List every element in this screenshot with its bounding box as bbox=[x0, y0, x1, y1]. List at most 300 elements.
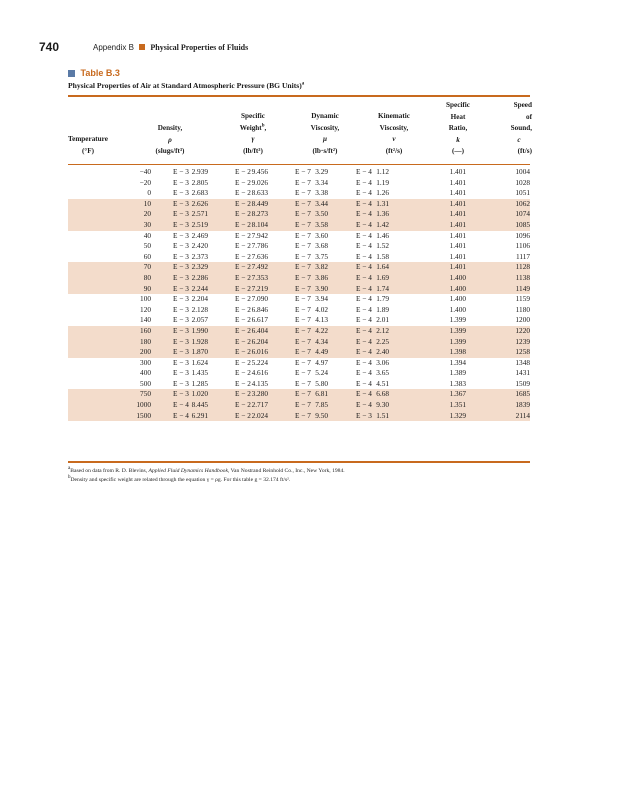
page-number: 740 bbox=[39, 40, 60, 54]
cell-density-mantissa: 2.805 bbox=[191, 177, 208, 187]
cell-density-mantissa: 1.990 bbox=[191, 325, 208, 335]
table-row bbox=[68, 389, 530, 400]
cell-specific-heat-ratio: 1.401 bbox=[449, 262, 466, 272]
cell-density-mantissa: 2.469 bbox=[191, 230, 208, 240]
cell-temperature: 750 bbox=[140, 389, 151, 399]
cell-temperature: 0 bbox=[147, 188, 151, 198]
cell-kinematic-viscosity-mantissa: 2.12 bbox=[376, 325, 389, 335]
cell-density-exponent: E − 3 bbox=[173, 177, 189, 187]
cell-kinematic-viscosity-mantissa: 2.01 bbox=[376, 315, 389, 325]
cell-specific-heat-ratio: 1.394 bbox=[449, 357, 466, 367]
cell-dynamic-viscosity-mantissa: 5.24 bbox=[315, 368, 328, 378]
header-specific-heat-ratio-unit: (—) bbox=[452, 147, 464, 155]
header-speed-of-sound-unit: (ft/s) bbox=[517, 147, 532, 155]
cell-speed-of-sound: 2114 bbox=[515, 410, 530, 420]
cell-density-mantissa: 1.285 bbox=[191, 378, 208, 388]
cell-temperature: 1000 bbox=[136, 400, 151, 410]
header-temperature bbox=[68, 134, 108, 157]
cell-density-mantissa: 1.435 bbox=[191, 368, 208, 378]
cell-density-mantissa: 1.870 bbox=[191, 347, 208, 357]
cell-speed-of-sound: 1258 bbox=[515, 347, 530, 357]
cell-density-mantissa: 1.020 bbox=[191, 389, 208, 399]
cell-speed-of-sound: 1839 bbox=[515, 400, 530, 410]
cell-kinematic-viscosity-exponent: E − 4 bbox=[356, 389, 372, 399]
cell-dynamic-viscosity-mantissa: 4.02 bbox=[315, 304, 328, 314]
cell-kinematic-viscosity-mantissa: 2.40 bbox=[376, 347, 389, 357]
cell-dynamic-viscosity-exponent: E − 7 bbox=[295, 400, 311, 410]
cell-temperature: 30 bbox=[143, 219, 151, 229]
table-title-footnote-mark: a bbox=[301, 81, 305, 87]
cell-dynamic-viscosity-exponent: E − 7 bbox=[295, 315, 311, 325]
cell-dynamic-viscosity-mantissa: 3.82 bbox=[315, 262, 328, 272]
cell-kinematic-viscosity-exponent: E − 4 bbox=[356, 272, 372, 282]
cell-specific-weight-mantissa: 9.456 bbox=[251, 167, 268, 176]
table-row bbox=[68, 231, 530, 242]
cell-specific-heat-ratio: 1.399 bbox=[449, 325, 466, 335]
cell-temperature: 100 bbox=[140, 294, 151, 304]
cell-kinematic-viscosity-mantissa: 4.51 bbox=[376, 378, 389, 388]
cell-density-exponent: E − 3 bbox=[173, 251, 189, 261]
cell-dynamic-viscosity-mantissa: 3.29 bbox=[315, 167, 328, 176]
cell-specific-heat-ratio: 1.401 bbox=[449, 241, 466, 251]
cell-density-mantissa: 2.683 bbox=[191, 188, 208, 198]
cell-kinematic-viscosity-exponent: E − 4 bbox=[356, 400, 372, 410]
cell-dynamic-viscosity-mantissa: 3.34 bbox=[315, 177, 328, 187]
cell-dynamic-viscosity-exponent: E − 7 bbox=[295, 262, 311, 272]
cell-density-mantissa: 2.519 bbox=[191, 219, 208, 229]
table-row bbox=[68, 262, 530, 273]
cell-dynamic-viscosity-mantissa: 3.58 bbox=[315, 219, 328, 229]
cell-kinematic-viscosity-exponent: E − 4 bbox=[356, 198, 372, 208]
table-row bbox=[68, 379, 530, 390]
table-title-text: Physical Properties of Air at Standard Atmospheric Pressure (BG Units) bbox=[68, 81, 302, 90]
cell-kinematic-viscosity-exponent: E − 4 bbox=[356, 336, 372, 346]
cell-specific-heat-ratio: 1.400 bbox=[449, 294, 466, 304]
footnote-b-text: Density and specific weight are related through the equation γ = ρg. For this table g = 32.174 ft/s². bbox=[70, 477, 291, 483]
cell-speed-of-sound: 1509 bbox=[515, 378, 530, 388]
table-row bbox=[68, 305, 530, 316]
cell-density-mantissa: 8.445 bbox=[191, 400, 208, 410]
cell-dynamic-viscosity-exponent: E − 7 bbox=[295, 347, 311, 357]
cell-kinematic-viscosity-mantissa: 1.52 bbox=[376, 241, 389, 251]
cell-speed-of-sound: 1180 bbox=[515, 304, 530, 314]
cell-dynamic-viscosity-exponent: E − 7 bbox=[295, 325, 311, 335]
cell-kinematic-viscosity-exponent: E − 4 bbox=[356, 209, 372, 219]
header-dynamic-viscosity-symbol: μ bbox=[323, 135, 327, 143]
cell-specific-weight-mantissa: 8.449 bbox=[251, 198, 268, 208]
cell-kinematic-viscosity-exponent: E − 4 bbox=[356, 251, 372, 261]
cell-speed-of-sound: 1051 bbox=[515, 188, 530, 198]
cell-temperature: 500 bbox=[140, 378, 151, 388]
cell-specific-weight-exponent: E − 2 bbox=[235, 389, 251, 399]
cell-kinematic-viscosity-mantissa: 1.42 bbox=[376, 219, 389, 229]
cell-kinematic-viscosity-exponent: E − 3 bbox=[356, 410, 372, 420]
cell-speed-of-sound: 1348 bbox=[515, 357, 530, 367]
cell-kinematic-viscosity-mantissa: 6.68 bbox=[376, 389, 389, 399]
cell-specific-weight-mantissa: 7.786 bbox=[251, 241, 268, 251]
header-kinematic-viscosity bbox=[364, 111, 424, 157]
cell-kinematic-viscosity-mantissa: 1.46 bbox=[376, 230, 389, 240]
cell-specific-weight-exponent: E − 2 bbox=[235, 262, 251, 272]
cell-temperature: −20 bbox=[139, 177, 151, 187]
header-speed-of-sound-name1: Speed bbox=[513, 101, 532, 109]
cell-specific-weight-exponent: E − 2 bbox=[235, 378, 251, 388]
header-speed-of-sound-name2: of bbox=[526, 112, 532, 121]
cell-specific-weight-mantissa: 7.942 bbox=[251, 230, 268, 240]
cell-density-mantissa: 2.373 bbox=[191, 251, 208, 261]
cell-kinematic-viscosity-exponent: E − 4 bbox=[356, 347, 372, 357]
cell-density-mantissa: 2.939 bbox=[191, 167, 208, 176]
cell-specific-heat-ratio: 1.389 bbox=[449, 368, 466, 378]
cell-dynamic-viscosity-exponent: E − 7 bbox=[295, 357, 311, 367]
cell-specific-heat-ratio: 1.401 bbox=[449, 209, 466, 219]
cell-density-mantissa: 2.057 bbox=[191, 315, 208, 325]
cell-density-mantissa: 2.626 bbox=[191, 198, 208, 208]
cell-speed-of-sound: 1028 bbox=[515, 177, 530, 187]
header-specific-heat-ratio bbox=[436, 100, 480, 158]
cell-dynamic-viscosity-mantissa: 4.34 bbox=[315, 336, 328, 346]
cell-specific-weight-exponent: E − 2 bbox=[235, 209, 251, 219]
cell-specific-weight-exponent: E − 2 bbox=[235, 368, 251, 378]
cell-kinematic-viscosity-mantissa: 1.36 bbox=[376, 209, 389, 219]
cell-specific-weight-mantissa: 7.636 bbox=[251, 251, 268, 261]
cell-dynamic-viscosity-mantissa: 6.81 bbox=[315, 389, 328, 399]
cell-kinematic-viscosity-exponent: E − 4 bbox=[356, 262, 372, 272]
cell-specific-weight-exponent: E − 2 bbox=[235, 283, 251, 293]
table-body bbox=[68, 167, 530, 421]
header-density-symbol: ρ bbox=[168, 135, 172, 144]
cell-density-exponent: E − 3 bbox=[173, 230, 189, 240]
header-specific-heat-ratio-symbol: k bbox=[456, 135, 460, 144]
cell-dynamic-viscosity-exponent: E − 7 bbox=[295, 378, 311, 388]
header-specific-weight-symbol: γ bbox=[251, 135, 255, 143]
cell-kinematic-viscosity-mantissa: 2.25 bbox=[376, 336, 389, 346]
table-row bbox=[68, 315, 530, 326]
cell-density-exponent: E − 3 bbox=[173, 241, 189, 251]
cell-kinematic-viscosity-exponent: E − 4 bbox=[356, 241, 372, 251]
cell-specific-weight-mantissa: 6.016 bbox=[251, 347, 268, 357]
cell-density-exponent: E − 3 bbox=[173, 272, 189, 282]
cell-specific-weight-exponent: E − 2 bbox=[235, 304, 251, 314]
cell-density-exponent: E − 3 bbox=[173, 188, 189, 198]
cell-density-exponent: E − 3 bbox=[173, 368, 189, 378]
cell-density-mantissa: 2.128 bbox=[191, 304, 208, 314]
cell-speed-of-sound: 1159 bbox=[515, 294, 530, 304]
table-row bbox=[68, 358, 530, 369]
cell-specific-weight-exponent: E − 2 bbox=[235, 230, 251, 240]
header-kinematic-viscosity-name1: Kinematic bbox=[378, 112, 410, 120]
cell-kinematic-viscosity-exponent: E − 4 bbox=[356, 325, 372, 335]
cell-kinematic-viscosity-exponent: E − 4 bbox=[356, 283, 372, 293]
cell-kinematic-viscosity-exponent: E − 4 bbox=[356, 167, 372, 176]
cell-specific-heat-ratio: 1.383 bbox=[449, 378, 466, 388]
cell-specific-weight-exponent: E − 2 bbox=[235, 219, 251, 229]
header-specific-heat-ratio-name3: Ratio, bbox=[448, 124, 468, 132]
table-label-square-icon bbox=[68, 70, 75, 77]
footnote-a-book-title: Applied Fluid Dynamics Handbook bbox=[148, 468, 228, 474]
cell-dynamic-viscosity-exponent: E − 7 bbox=[295, 209, 311, 219]
header-specific-weight bbox=[223, 111, 283, 157]
cell-temperature: 80 bbox=[143, 272, 151, 282]
cell-temperature: 70 bbox=[143, 262, 151, 272]
header-specific-heat-ratio-name2: Heat bbox=[450, 112, 466, 121]
cell-density-exponent: E − 4 bbox=[173, 400, 189, 410]
header-dynamic-viscosity-unit: (lb·s/ft²) bbox=[312, 146, 338, 155]
cell-dynamic-viscosity-mantissa: 7.85 bbox=[315, 400, 328, 410]
header-specific-weight-name1: Specific bbox=[241, 112, 265, 120]
cell-specific-weight-mantissa: 7.219 bbox=[251, 283, 268, 293]
cell-specific-heat-ratio: 1.400 bbox=[449, 304, 466, 314]
cell-specific-weight-mantissa: 4.135 bbox=[251, 378, 268, 388]
cell-dynamic-viscosity-mantissa: 3.38 bbox=[315, 188, 328, 198]
cell-density-exponent: E − 3 bbox=[173, 336, 189, 346]
header-specific-weight-unit: (lb/ft³) bbox=[243, 146, 263, 155]
cell-temperature: 90 bbox=[143, 283, 151, 293]
header-speed-of-sound-symbol: c bbox=[517, 135, 521, 144]
cell-dynamic-viscosity-exponent: E − 7 bbox=[295, 241, 311, 251]
cell-speed-of-sound: 1062 bbox=[515, 198, 530, 208]
header-kinematic-viscosity-symbol: ν bbox=[392, 135, 396, 143]
running-head bbox=[93, 43, 248, 52]
cell-dynamic-viscosity-mantissa: 3.50 bbox=[315, 209, 328, 219]
cell-specific-weight-exponent: E − 2 bbox=[235, 410, 251, 420]
running-head-title: Physical Properties of Fluids bbox=[150, 43, 249, 52]
table-top-rule bbox=[68, 95, 530, 97]
table-bottom-rule bbox=[68, 461, 530, 463]
cell-kinematic-viscosity-mantissa: 3.65 bbox=[376, 368, 389, 378]
cell-dynamic-viscosity-exponent: E − 7 bbox=[295, 389, 311, 399]
cell-specific-heat-ratio: 1.401 bbox=[449, 167, 466, 176]
cell-specific-weight-mantissa: 9.026 bbox=[251, 177, 268, 187]
cell-kinematic-viscosity-exponent: E − 4 bbox=[356, 177, 372, 187]
cell-kinematic-viscosity-mantissa: 1.12 bbox=[376, 167, 389, 176]
cell-kinematic-viscosity-exponent: E − 4 bbox=[356, 315, 372, 325]
header-kinematic-viscosity-unit: (ft²/s) bbox=[385, 146, 403, 155]
cell-specific-heat-ratio: 1.367 bbox=[449, 389, 466, 399]
cell-speed-of-sound: 1074 bbox=[515, 209, 530, 219]
table-header-rule bbox=[68, 164, 530, 165]
cell-specific-heat-ratio: 1.401 bbox=[449, 251, 466, 261]
cell-dynamic-viscosity-exponent: E − 7 bbox=[295, 188, 311, 198]
table-row bbox=[68, 400, 530, 411]
running-head-bullet bbox=[139, 44, 145, 50]
cell-density-mantissa: 2.329 bbox=[191, 262, 208, 272]
header-density-unit: (slugs/ft³) bbox=[155, 147, 185, 155]
cell-density-mantissa: 2.286 bbox=[191, 272, 208, 282]
cell-specific-weight-exponent: E − 2 bbox=[235, 188, 251, 198]
header-specific-weight-name2: Weight$^b$, bbox=[239, 123, 267, 132]
cell-speed-of-sound: 1200 bbox=[515, 315, 530, 325]
cell-specific-weight-exponent: E − 2 bbox=[235, 347, 251, 357]
cell-density-mantissa: 1.928 bbox=[191, 336, 208, 346]
cell-density-mantissa: 2.244 bbox=[191, 283, 208, 293]
cell-specific-weight-mantissa: 3.280 bbox=[251, 389, 268, 399]
cell-dynamic-viscosity-exponent: E − 7 bbox=[295, 167, 311, 176]
header-density bbox=[140, 123, 200, 158]
cell-specific-heat-ratio: 1.401 bbox=[449, 230, 466, 240]
cell-temperature: −40 bbox=[139, 167, 151, 176]
footnote-a-text-2: , Van Nostrand Reinhold Co., Inc., New York, 1984. bbox=[227, 468, 345, 474]
cell-dynamic-viscosity-mantissa: 3.90 bbox=[315, 283, 328, 293]
cell-speed-of-sound: 1220 bbox=[515, 325, 530, 335]
cell-specific-weight-exponent: E − 2 bbox=[235, 167, 251, 176]
footnote-b-mark: b bbox=[68, 475, 71, 481]
cell-temperature: 10 bbox=[143, 198, 151, 208]
running-head-prefix: Appendix B bbox=[93, 43, 134, 52]
cell-density-mantissa: 2.420 bbox=[191, 241, 208, 251]
footnote-a-text-1: Based on data from R. D. Blevins, bbox=[70, 468, 149, 474]
cell-density-exponent: E − 3 bbox=[173, 304, 189, 314]
footnote-a-mark: a bbox=[68, 466, 71, 472]
cell-specific-weight-mantissa: 6.617 bbox=[251, 315, 268, 325]
cell-kinematic-viscosity-mantissa: 1.89 bbox=[376, 304, 389, 314]
cell-temperature: 200 bbox=[140, 347, 151, 357]
cell-dynamic-viscosity-exponent: E − 7 bbox=[295, 304, 311, 314]
cell-specific-weight-mantissa: 2.717 bbox=[251, 400, 268, 410]
table-row bbox=[68, 347, 530, 358]
cell-specific-weight-mantissa: 8.273 bbox=[251, 209, 268, 219]
cell-dynamic-viscosity-exponent: E − 7 bbox=[295, 251, 311, 261]
table-row bbox=[68, 337, 530, 348]
cell-specific-weight-exponent: E − 2 bbox=[235, 251, 251, 261]
cell-speed-of-sound: 1431 bbox=[515, 368, 530, 378]
cell-dynamic-viscosity-mantissa: 3.86 bbox=[315, 272, 328, 282]
cell-specific-heat-ratio: 1.399 bbox=[449, 336, 466, 346]
cell-specific-weight-exponent: E − 2 bbox=[235, 315, 251, 325]
cell-kinematic-viscosity-mantissa: 9.30 bbox=[376, 400, 389, 410]
cell-dynamic-viscosity-exponent: E − 7 bbox=[295, 219, 311, 229]
header-specific-heat-ratio-name1: Specific bbox=[446, 101, 470, 109]
cell-temperature: 40 bbox=[143, 230, 151, 240]
table-row bbox=[68, 411, 530, 422]
cell-dynamic-viscosity-mantissa: 4.97 bbox=[315, 357, 328, 367]
cell-specific-weight-exponent: E − 2 bbox=[235, 336, 251, 346]
header-temperature-name: Temperature bbox=[68, 135, 108, 143]
cell-density-exponent: E − 3 bbox=[173, 209, 189, 219]
cell-specific-weight-exponent: E − 2 bbox=[235, 400, 251, 410]
cell-specific-weight-mantissa: 6.846 bbox=[251, 304, 268, 314]
cell-density-exponent: E − 3 bbox=[173, 283, 189, 293]
cell-speed-of-sound: 1085 bbox=[515, 219, 530, 229]
cell-dynamic-viscosity-mantissa: 4.13 bbox=[315, 315, 328, 325]
cell-specific-heat-ratio: 1.401 bbox=[449, 198, 466, 208]
cell-density-mantissa: 2.571 bbox=[191, 209, 208, 219]
table-row bbox=[68, 241, 530, 252]
header-density-name: Density, bbox=[157, 124, 183, 132]
cell-specific-weight-exponent: E − 2 bbox=[235, 272, 251, 282]
cell-specific-weight-exponent: E − 2 bbox=[235, 325, 251, 335]
cell-dynamic-viscosity-mantissa: 4.22 bbox=[315, 325, 328, 335]
cell-specific-weight-mantissa: 2.024 bbox=[251, 410, 268, 420]
cell-temperature: 300 bbox=[140, 357, 151, 367]
table-row bbox=[68, 294, 530, 305]
table-row bbox=[68, 167, 530, 178]
cell-density-exponent: E − 3 bbox=[173, 357, 189, 367]
cell-speed-of-sound: 1004 bbox=[515, 167, 530, 176]
cell-density-exponent: E − 3 bbox=[173, 347, 189, 357]
cell-density-exponent: E − 3 bbox=[173, 325, 189, 335]
cell-speed-of-sound: 1239 bbox=[515, 336, 530, 346]
cell-dynamic-viscosity-exponent: E − 7 bbox=[295, 336, 311, 346]
table-row bbox=[68, 284, 530, 295]
cell-kinematic-viscosity-mantissa: 1.19 bbox=[376, 177, 389, 187]
cell-speed-of-sound: 1096 bbox=[515, 230, 530, 240]
header-dynamic-viscosity bbox=[290, 111, 360, 157]
cell-dynamic-viscosity-exponent: E − 7 bbox=[295, 177, 311, 187]
cell-dynamic-viscosity-mantissa: 3.60 bbox=[315, 230, 328, 240]
table-row bbox=[68, 326, 530, 337]
cell-density-exponent: E − 3 bbox=[173, 167, 189, 176]
header-dynamic-viscosity-name2: Viscosity, bbox=[310, 123, 340, 132]
cell-temperature: 160 bbox=[140, 325, 151, 335]
cell-specific-weight-mantissa: 4.616 bbox=[251, 368, 268, 378]
table-title bbox=[68, 81, 304, 90]
cell-temperature: 60 bbox=[143, 251, 151, 261]
cell-kinematic-viscosity-mantissa: 1.58 bbox=[376, 251, 389, 261]
header-speed-of-sound-name3: Sound, bbox=[510, 124, 532, 132]
cell-specific-weight-mantissa: 8.104 bbox=[251, 219, 268, 229]
table-row bbox=[68, 252, 530, 263]
cell-kinematic-viscosity-mantissa: 1.51 bbox=[376, 410, 389, 420]
cell-temperature: 1500 bbox=[136, 410, 151, 420]
table-label-text: Table B.3 bbox=[80, 68, 120, 78]
cell-dynamic-viscosity-exponent: E − 7 bbox=[295, 294, 311, 304]
header-dynamic-viscosity-name1: Dynamic bbox=[311, 112, 339, 120]
cell-specific-heat-ratio: 1.398 bbox=[449, 347, 466, 357]
cell-density-exponent: E − 3 bbox=[173, 389, 189, 399]
table-row bbox=[68, 188, 530, 199]
cell-kinematic-viscosity-mantissa: 1.74 bbox=[376, 283, 389, 293]
cell-density-exponent: E − 3 bbox=[173, 294, 189, 304]
cell-dynamic-viscosity-mantissa: 3.44 bbox=[315, 198, 328, 208]
cell-kinematic-viscosity-mantissa: 1.26 bbox=[376, 188, 389, 198]
cell-density-exponent: E − 3 bbox=[173, 315, 189, 325]
cell-dynamic-viscosity-mantissa: 4.49 bbox=[315, 347, 328, 357]
cell-temperature: 20 bbox=[143, 209, 151, 219]
cell-kinematic-viscosity-exponent: E − 4 bbox=[356, 304, 372, 314]
cell-specific-weight-mantissa: 8.633 bbox=[251, 188, 268, 198]
cell-dynamic-viscosity-exponent: E − 7 bbox=[295, 410, 311, 420]
cell-specific-heat-ratio: 1.399 bbox=[449, 315, 466, 325]
cell-density-mantissa: 6.291 bbox=[191, 410, 208, 420]
cell-kinematic-viscosity-exponent: E − 4 bbox=[356, 294, 372, 304]
cell-dynamic-viscosity-exponent: E − 7 bbox=[295, 230, 311, 240]
cell-kinematic-viscosity-mantissa: 3.06 bbox=[376, 357, 389, 367]
cell-specific-weight-mantissa: 5.224 bbox=[251, 357, 268, 367]
cell-specific-weight-mantissa: 7.353 bbox=[251, 272, 268, 282]
cell-kinematic-viscosity-exponent: E − 4 bbox=[356, 188, 372, 198]
cell-specific-heat-ratio: 1.351 bbox=[449, 400, 466, 410]
cell-temperature: 140 bbox=[140, 315, 151, 325]
cell-dynamic-viscosity-mantissa: 3.75 bbox=[315, 251, 328, 261]
cell-specific-weight-mantissa: 6.404 bbox=[251, 325, 268, 335]
cell-density-exponent: E − 4 bbox=[173, 410, 189, 420]
cell-dynamic-viscosity-exponent: E − 7 bbox=[295, 198, 311, 208]
cell-specific-weight-exponent: E − 2 bbox=[235, 198, 251, 208]
cell-speed-of-sound: 1128 bbox=[515, 262, 530, 272]
cell-dynamic-viscosity-mantissa: 3.68 bbox=[315, 241, 328, 251]
cell-temperature: 400 bbox=[140, 368, 151, 378]
header-speed-of-sound bbox=[496, 100, 532, 158]
cell-temperature: 50 bbox=[143, 241, 151, 251]
cell-density-exponent: E − 3 bbox=[173, 378, 189, 388]
cell-temperature: 120 bbox=[140, 304, 151, 314]
cell-dynamic-viscosity-mantissa: 5.80 bbox=[315, 378, 328, 388]
cell-kinematic-viscosity-mantissa: 1.64 bbox=[376, 262, 389, 272]
cell-speed-of-sound: 1149 bbox=[515, 283, 530, 293]
cell-speed-of-sound: 1138 bbox=[515, 272, 530, 282]
cell-kinematic-viscosity-mantissa: 1.69 bbox=[376, 272, 389, 282]
